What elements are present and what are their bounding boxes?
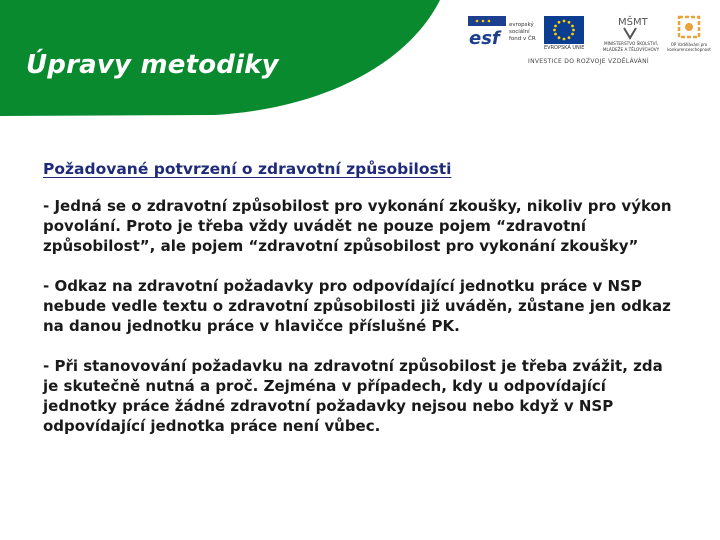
msmt-caption: MINISTERSTVO ŠKOLSTVÍ, MLÁDEŽE A TĚLOVÝCHOVY — [602, 41, 660, 52]
op-caption: OP Vzdělávání pro konkurenceschopnost — [667, 42, 711, 52]
logo-strip — [468, 14, 713, 66]
esf-flag-icon — [468, 16, 508, 46]
eu-caption: EVROPSKÁ UNIE — [544, 45, 585, 51]
paragraph-1: - Jedná se o zdravotní způsobilost pro vykonání zkoušky, nikoliv pro výkon povolání. Proto je třeba vždy uvádět ne pouze pojem “zdravotní způsobilost”, ale pojem “zdravotní způsobilost pro vykonání zkoušky” — [43, 197, 672, 255]
slide-subtitle: Požadované potvrzení o zdravotní způsobilosti — [43, 160, 452, 178]
slide-content — [43, 160, 683, 456]
op-logo — [666, 14, 710, 54]
esf-logo — [468, 16, 538, 52]
paragraph-3: - Při stanovování požadavku na zdravotní způsobilost je třeba zvážit, zda je skutečně nutná a proč. Zejména v případech, kdy u odpovídající jednotky práce žádné zdravotní požadavky nejsou nebo když v NSP odpovídající jednotka práce není vůbec. — [43, 357, 663, 435]
op-emblem-icon — [666, 14, 710, 42]
msmt-mark: MŠMT — [618, 17, 648, 28]
eu-logo — [544, 16, 590, 50]
logo-tagline: INVESTICE DO ROZVOJE VZDĚLÁVÁNÍ — [528, 58, 649, 65]
msmt-logo — [602, 14, 660, 54]
slide-title: Úpravy metodiky — [26, 50, 279, 80]
eu-flag-icon — [544, 16, 584, 44]
esf-mark: esf — [469, 28, 500, 46]
esf-caption: evropský sociální fond v ČR — [509, 22, 536, 42]
msmt-emblem-icon — [606, 14, 654, 40]
paragraph-2: - Odkaz na zdravotní požadavky pro odpovídající jednotku práce v NSP nebude vedle textu o zdravotní způsobilosti již uváděn, zůstane jen odkaz na danou jednotku práce v hlavičce příslušné PK. — [43, 277, 671, 335]
